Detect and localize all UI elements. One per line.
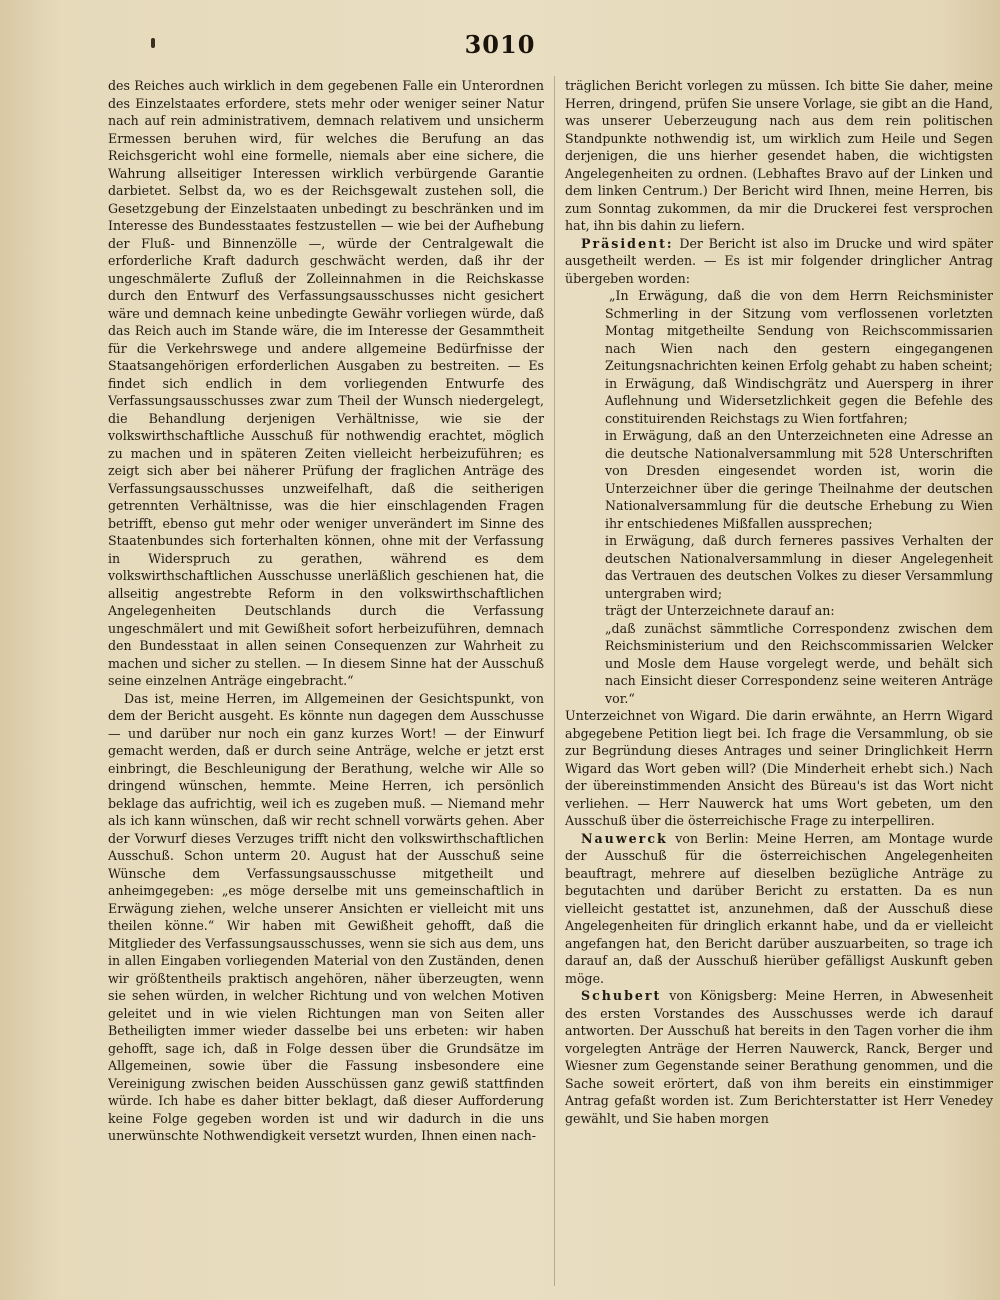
right-column: [565, 77, 993, 1289]
paragraph: [108, 690, 544, 1145]
speech-paragraph: [565, 235, 993, 288]
speaker-name: Nauwerck: [581, 830, 668, 846]
motion-clause: [565, 620, 993, 708]
paragraph-text: „In Erwägung, daß die von dem Herrn Reichsminister Schmerling in der Sitzung vom verflossenen vorletzten Montag mitgetheilte Sendung von Reichscommissarien nach Wien nach den gestern eingegangenen Zeitungsnachrichten keinen Erfolg gehabt zu haben scheint;: [605, 288, 993, 373]
motion-clause: [565, 375, 993, 428]
left-column: [108, 77, 544, 1289]
motion-clause: [565, 532, 993, 602]
paragraph-text: von Königsberg: Meine Herren, in Abwesenheit des ersten Vorstandes des Ausschusses werde ich darauf antworten. Der Ausschuß hat bereits in den Tagen vorher die ihm vorgelegten Anträge der Herren Nauwerck, Ranck, Berger und Wiesner zum Gegenstande seiner Berathung genommen, und die Sache soweit erörtert, daß von ihm bereits ein einstimmiger Antrag gefaßt worden ist. Zum Berichterstatter ist Herr Venedey gewählt, und Sie haben morgen: [565, 988, 993, 1126]
paragraph-text: von Berlin: Meine Herren, am Montage wurde der Ausschuß für die österreichischen Angelegenheiten beauftragt, mehrere auf dieselben bezügliche Anträge zu begutachten und darüber Bericht zu erstatten. Da es nun vielleicht gestattet ist, anzunehmen, daß der Ausschuß diese Angelegenheiten für dringlich erkannt habe, und da er vielleicht angefangen hat, den Bericht darüber auszuarbeiten, so trage ich darauf an, daß der Ausschuß hierüber gefälligst Auskunft geben möge.: [565, 830, 993, 986]
speaker-name: Schubert: [581, 988, 662, 1003]
paragraph-continued: [565, 707, 993, 830]
paragraph-text: Der Bericht ist also im Drucke und wird später ausgetheilt werden. — Es ist mir folgender dringlicher Antrag übergeben worden:: [565, 235, 993, 286]
paragraph-continued: [108, 77, 544, 690]
paragraph-text: Unterzeichnet von Wigard. Die darin erwähnte, an Herrn Wigard abgegebene Petition liegt bei. Ich frage die Versammlung, ob sie zur Begründung dieses Antrages und seiner Dringlichkeit Herrn Wigard das Wort geben will? (Die Minderheit erhebt sich.) Nach der übereinstimmenden Ansicht des Büreau's ist das Wort nicht verliehen. — Herr Nauwerck hat ums Wort gebeten, um den Ausschuß über die österreichische Frage zu interpelliren.: [565, 708, 993, 828]
paragraph-text: in Erwägung, daß durch ferneres passives Verhalten der deutschen Nationalversammlung in dieser Angelegenheit das Vertrauen des deutschen Volkes zu dieser Versammlung untergraben wird;: [605, 533, 993, 601]
paragraph-continued: [565, 77, 993, 235]
motion-clause: [565, 287, 993, 375]
speech-paragraph: [565, 830, 993, 988]
column-divider: [554, 76, 555, 1286]
page-number: 3010: [464, 30, 536, 59]
paragraph-text: Das ist, meine Herren, im Allgemeinen der Gesichtspunkt, von dem der Bericht ausgeht. Es könnte nun dagegen dem Ausschusse — und darüber nur noch ein ganz kurzes Wort! — der Einwurf gemacht werden, daß er durch seine Anträge, welche er jetzt erst einbringt, die Beschleunigung der Berathung, welche wir Alle so dringend wünschen, hemmte. Meine Herren, ich persönlich beklage das aufrichtig, weil ich es zugeben muß. — Niemand mehr als ich kann wünschen, daß wir recht schnell vorwärts gehen. Aber der Vorwurf dieses Verzuges trifft nicht den volkswirthschaftlichen Ausschuß. Schon unterm 20. August hat der Ausschuß seine Wünsche dem Verfassungsausschusse mitgetheilt und anheimgegeben: „es möge derselbe mit uns gemeinschaftlich in Erwägung ziehen, welche unserer Ansichten er vielleicht mit uns theilen könne.“ Wir haben mit Gewißheit gehofft, daß die Mitglieder des Verfassungsausschusses, wenn sie sich aus dem, uns in allen Eingaben vorliegenden Material von den Zuständen, denen wir größtentheils praktisch angehören, näher überzeugten, wenn sie sehen würden, in welcher Richtung und von welchen Motiven geleitet und in wie vielen Richtungen man von Seiten aller Betheiligten immer wieder dasselbe bei uns erbeten: wir haben gehofft, sage ich, daß in Folge dessen über die Grundsätze im Allgemeinen, sowie über die Fassung insbesondere eine Vereinigung zwischen beiden Ausschüssen ganz gewiß stattfinden würde. Ich habe es daher bitter beklagt, daß dieser Aufforderung keine Folge gegeben worden ist und wir dadurch in die uns unerwünschte Nothwendigkeit versetzt wurden, Ihnen einen nach-: [108, 690, 544, 1143]
paragraph-text: des Reiches auch wirklich in dem gegebenen Falle ein Unterordnen des Einzelstaates erfordere, stets mehr oder weniger seiner Natur nach auf rein administrativem, demnach relativem und unsicherm Ermessen beruhen wird, für welches die Berufung an das Reichsgericht wohl eine formelle, niemals aber eine sichere, die Wahrung allseitiger Interessen wirklich verbürgende Garantie darbietet. Selbst da, wo es der Reichsgewalt zustehen soll, die Gesetzgebung der Einzelstaaten unbedingt zu beschränken und im Interesse des Bundesstaates festzustellen — wie bei der Aufhebung der Fluß- und Binnenzölle —, würde der Centralgewalt die erforderliche Kraft dadurch geschwächt werden, daß ihr der ungeschmälerte Zufluß der Zolleinnahmen in die Reichskasse durch den Entwurf des Verfassungsausschusses nicht gesichert wäre und demnach keine unbedingte Gewähr vorliegen würde, daß das Reich auch im Stande wäre, die im Interesse der Gesammtheit für die Verkehrswege und andere allgemeine Bedürfnisse der Staatsangehörigen erforderlichen Ausgaben zu bestreiten. — Es findet sich endlich in dem vorliegenden Entwurfe des Verfassungsausschusses zwar zum Theil der Wunsch niedergelegt, die Behandlung derjenigen Verhältnisse, wie sie der volkswirthschaftliche Ausschuß für nothwendig erachtet, möglich zu machen und in späteren Zeiten vielleicht herbeizuführen; es zeigt sich aber bei näherer Prüfung der fraglichen Anträge des Verfassungsausschusses unzweifelhaft, daß die seitherigen getrennten Verhältnisse, was die hier einschlagenden Fragen betrifft, ebenso gut mehr oder weniger unverändert im Sinne des Staatenbundes sich forterhalten können, ohne mit der Verfassung in Widerspruch zu gerathen, während es dem volkswirthschaftlichen Ausschusse unerläßlich geschienen hat, die allseitig angestrebte Reform in den volkswirthschaftlichen Angelegenheiten Deutschlands durch die Verfassung ungeschmälert und mit Gewißheit sofort herbeizuführen, demnach den Bundesstaat in allen seinen Consequenzen zur Wahrheit zu machen und sicher zu stellen. — In diesem Sinne hat der Ausschuß seine einzelnen Anträge eingebracht.“: [108, 78, 544, 688]
paragraph-text: in Erwägung, daß an den Unterzeichneten eine Adresse an die deutsche Nationalversammlung mit 528 Unterschriften von Dresden eingesendet worden ist, worin die Unterzeichner über die geringe Theilnahme der deutschen Nationalversammlung für die deutsche Erhebung zu Wien ihr entschiedenes Mißfallen aussprechen;: [605, 428, 993, 531]
paragraph-text: in Erwägung, daß Windischgrätz und Auersperg in ihrer Auflehnung und Widersetzlichkeit gegen die Befehle des constituirenden Reichstags zu Wien fortfahren;: [605, 375, 993, 426]
paragraph-text: trägt der Unterzeichnete darauf an:: [605, 603, 835, 618]
speaker-name: Präsident:: [581, 235, 674, 251]
motion-clause: [565, 602, 993, 620]
paragraph-text: träglichen Bericht vorlegen zu müssen. Ich bitte Sie daher, meine Herren, dringend, prüfen Sie unsere Vorlage, sie gibt an die Hand, was unserer Ueberzeugung nach aus dem rein politischen Standpunkte nothwendig ist, um wirklich zum Heile und Segen derjenigen, die uns hierher gesendet haben, die wichtigsten Angelegenheiten zu ordnen. (Lebhaftes Bravo auf der Linken und dem linken Centrum.) Der Bericht wird Ihnen, meine Herren, bis zum Sonntag zukommen, da mir die Druckerei fest versprochen hat, ihn bis dahin zu liefern.: [565, 78, 993, 233]
speech-paragraph: [565, 987, 993, 1127]
motion-clause: [565, 427, 993, 532]
paragraph-text: „daß zunächst sämmtliche Correspondenz zwischen dem Reichsministerium und den Reichscommissarien Welcker und Mosle dem Hause vorgelegt werde, und behält sich nach Einsicht dieser Correspondenz seine weiteren Anträge vor.“: [605, 620, 993, 706]
